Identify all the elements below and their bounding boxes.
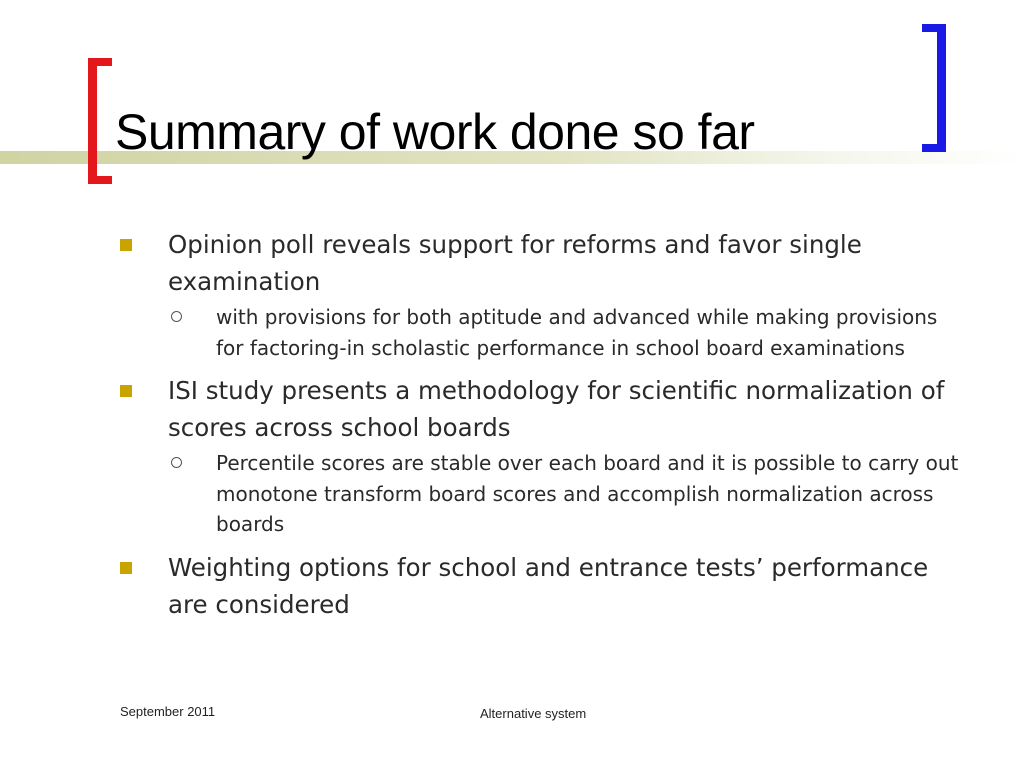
square-bullet-icon (120, 239, 132, 251)
bullet-list (118, 226, 968, 625)
circle-bullet-icon (171, 311, 182, 322)
footer-title: Alternative system (480, 706, 587, 721)
left-bracket-icon (88, 58, 112, 184)
sub-bullet-text: Percentile scores are stable over each board and it is possible to carry out monotone transform board scores and accomplish normalization across boards (216, 451, 959, 536)
right-bracket-icon (922, 24, 946, 152)
sub-bullet-item (118, 302, 968, 363)
sub-bullet-text: with provisions for both aptitude and advanced while making provisions for factoring-in scholastic performance in school board examinations (216, 305, 938, 360)
square-bullet-icon (120, 385, 132, 397)
footer-date: September 2011 (120, 704, 216, 719)
bullet-item (118, 226, 968, 300)
sub-bullet-item (118, 448, 968, 540)
bullet-item (118, 549, 968, 623)
bullet-text: Opinion poll reveals support for reforms and favor single examination (168, 230, 862, 296)
square-bullet-icon (120, 562, 132, 574)
bullet-item (118, 372, 968, 446)
bullet-text: ISI study presents a methodology for scientific normalization of scores across school boards (168, 376, 945, 442)
bullet-text: Weighting options for school and entrance tests’ performance are considered (168, 552, 929, 619)
slide-title: Summary of work done so far (115, 104, 755, 160)
circle-bullet-icon (171, 457, 182, 468)
